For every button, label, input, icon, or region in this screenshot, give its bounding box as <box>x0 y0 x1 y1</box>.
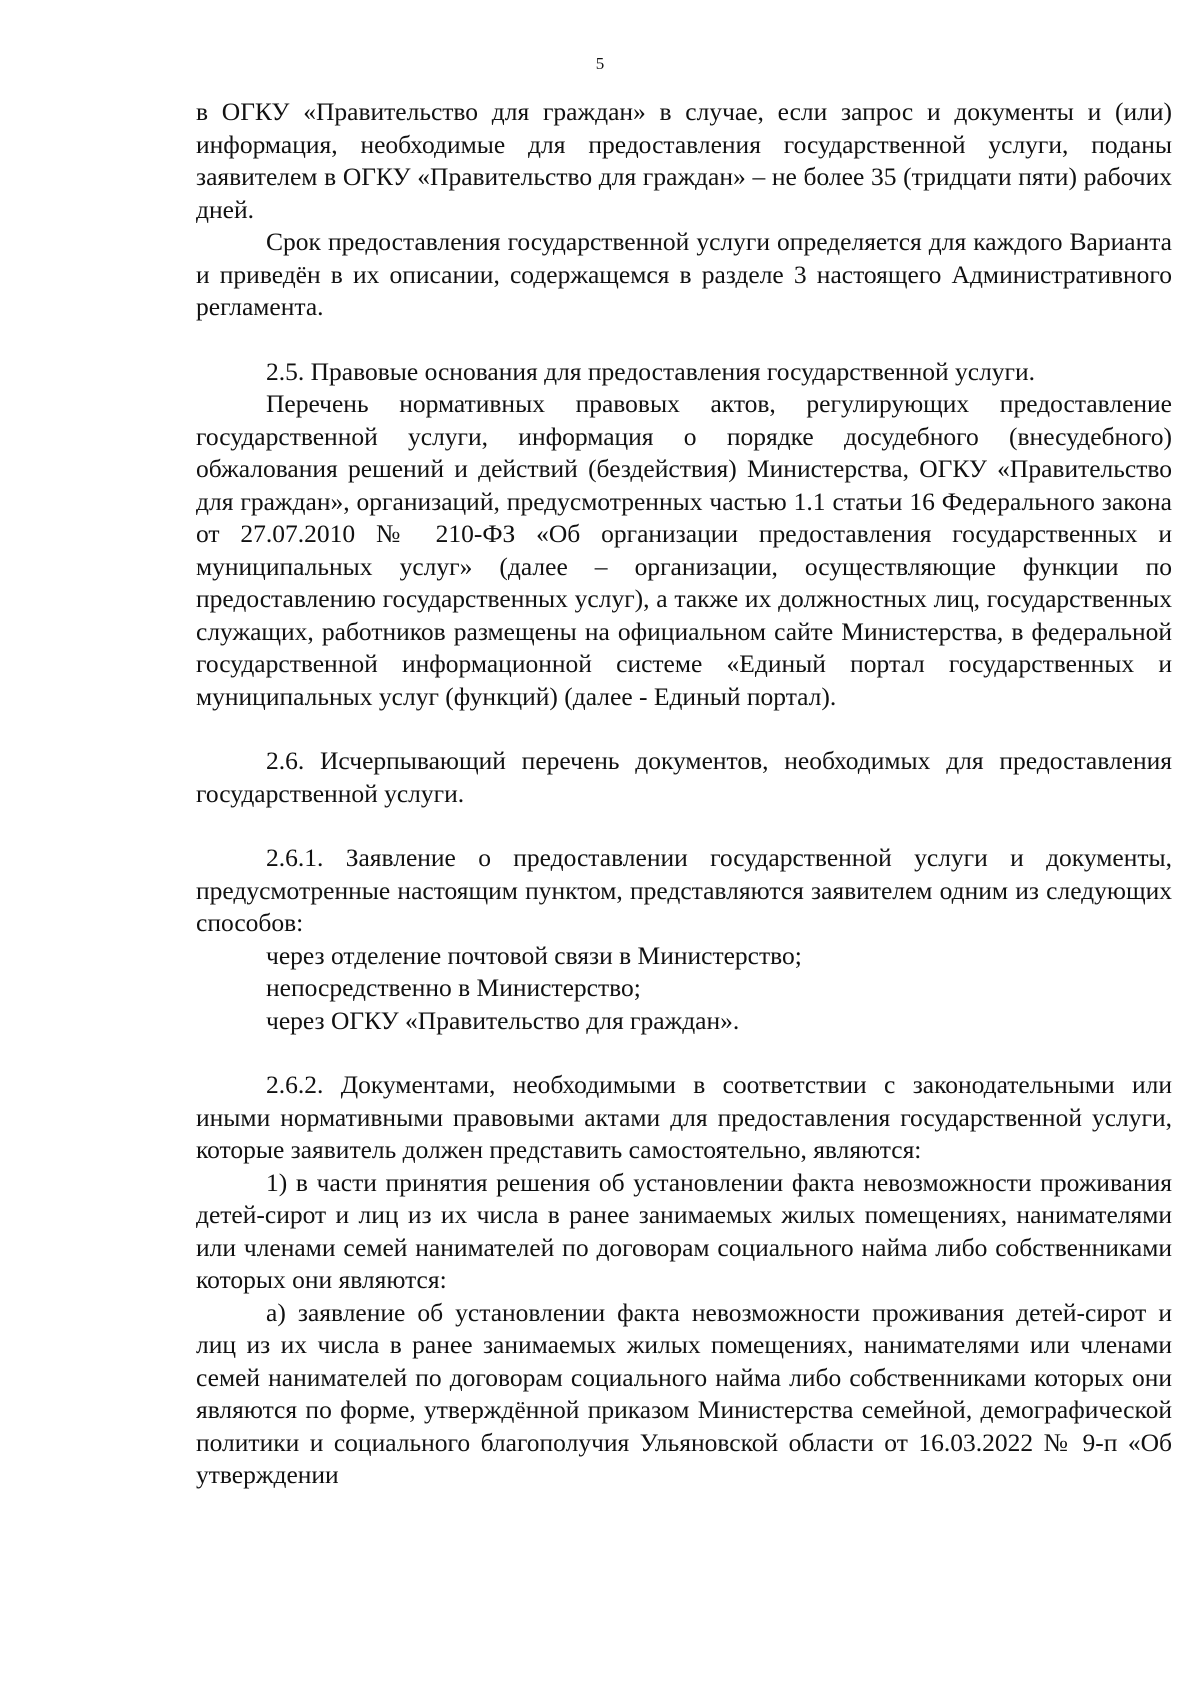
paragraph-2-6-1: 2.6.1. Заявление о предоставлении государственной услуги и документы, предусмотренные настоящим пунктом, представляются заявителем одним из следующих способов: <box>196 843 1172 937</box>
list-item-direct: непосредственно в Министерство; <box>266 973 641 1002</box>
list-item-postal: через отделение почтовой связи в Министерство; <box>266 940 802 970</box>
paragraph-deadline-ogku: в ОГКУ «Правительство для граждан» в случае, если запрос и документы и (или) информация, необходимые для предоставления государственной услуги, поданы заявителем в ОГКУ «Правительство для граждан» – не более 35 (тридцати пяти) рабочих дней. <box>196 97 1172 224</box>
paragraph-legal-acts: Перечень нормативных правовых актов, регулирующих предоставление государственной услуги, информация о порядке досудебного (внесудебного) обжалования решений и действий (бездействия) Министерства, ОГКУ «Правительство для граждан», организаций, предусмотренных частью 1.1 статьи 16 Федерального закона от 27.07.2010 № 210-ФЗ «Об организации предоставления государственных и муниципальных услуг» (далее – организации, осуществляющие функции по предоставлению государственных услуг), а также их должностных лиц, государственных служащих, работников размещены на официальном сайте Министерства, в федеральной государственной информационной системе «Единый портал государственных и муниципальных услуг (функций) (далее - Единый портал). <box>196 389 1172 711</box>
page-number: 5 <box>595 54 605 73</box>
document-body <box>196 96 1172 1492</box>
list-item-ogku: через ОГКУ «Правительство для граждан». <box>266 1005 740 1035</box>
paragraph-item-a: а) заявление об установлении факта невозможности проживания детей-сирот и лиц из их числа в ранее занимаемых жилых помещениях, нанимателями или членами семей нанимателей по договорам социального найма либо собственниками которых они являются по форме, утверждённой приказом Министерства семейной, демографической политики и социального благополучия Ульяновской области от 16.03.2022 № 9-п «Об утверждении <box>196 1297 1172 1489</box>
section-heading-2-5: 2.5. Правовые основания для предоставления государственной услуги. <box>266 356 1036 386</box>
section-heading-2-6: 2.6. Исчерпывающий перечень документов, необходимых для предоставления государственной услуги. <box>196 746 1172 808</box>
paragraph-2-6-2: 2.6.2. Документами, необходимыми в соответствии с законодательными или иными нормативными правовыми актами для предоставления государственной услуги, которые заявитель должен представить самостоятельно, являются: <box>196 1070 1172 1164</box>
paragraph-item-1: 1) в части принятия решения об установлении факта невозможности проживания детей-сирот и лиц из их числа в ранее занимаемых жилых помещениях, нанимателями или членами семей нанимателей по договорам социального найма либо собственниками которых они являются: <box>196 1167 1172 1294</box>
paragraph-service-term: Срок предоставления государственной услуги определяется для каждого Варианта и приведён в их описании, содержащемся в разделе 3 настоящего Административного регламента. <box>196 227 1172 321</box>
